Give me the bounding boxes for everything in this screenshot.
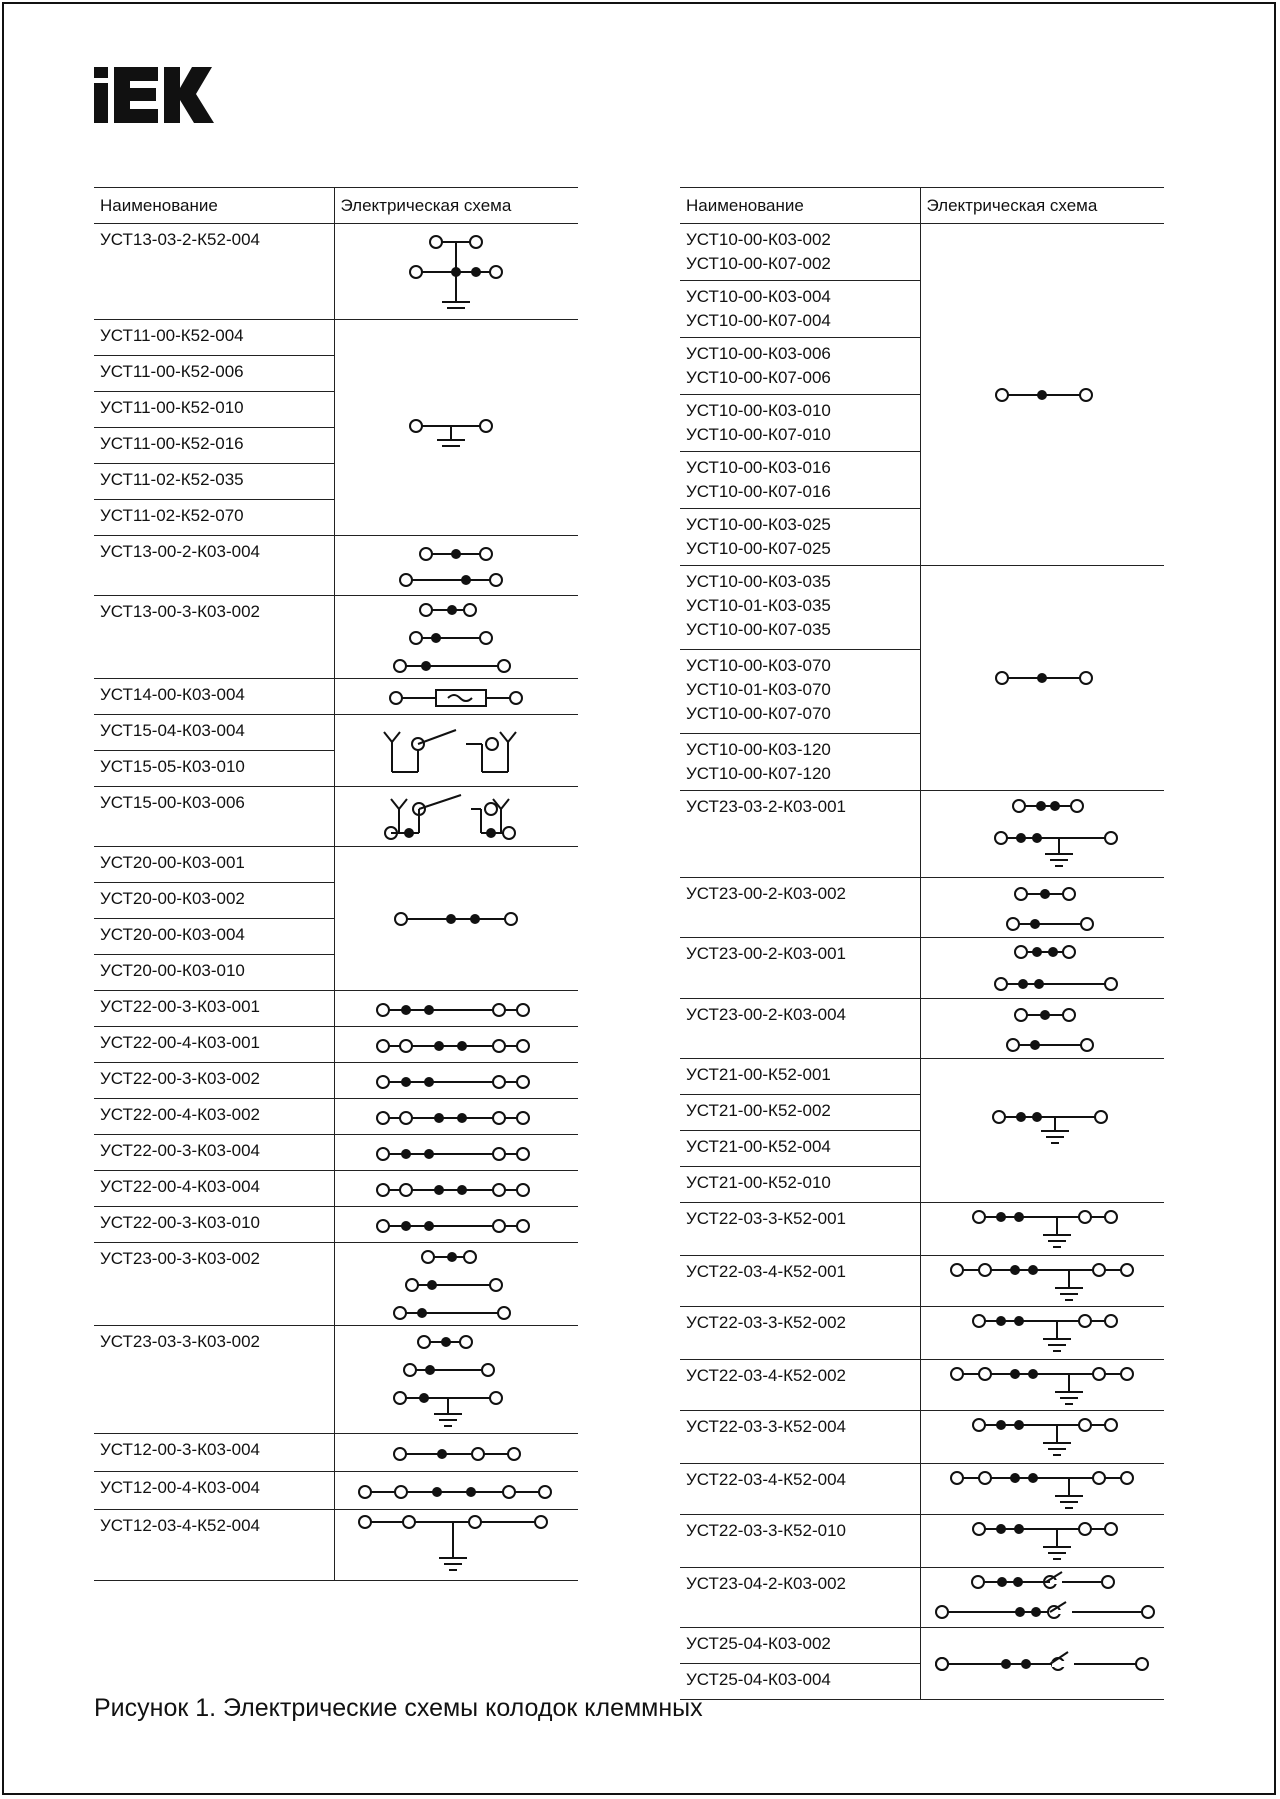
model-name: УСТ22-00-4-К03-002 xyxy=(94,1099,334,1135)
table-row xyxy=(680,566,1164,650)
model-name: УСТ21-00-К52-002 xyxy=(680,1095,920,1131)
table-row xyxy=(94,1434,578,1472)
table-row xyxy=(680,1256,1164,1307)
model-name: УСТ23-00-3-К03-002 xyxy=(94,1243,334,1326)
model-name: УСТ22-03-3-К52-001 xyxy=(680,1203,920,1256)
table-row xyxy=(94,1027,578,1063)
electrical-scheme-diagram xyxy=(927,1411,1157,1463)
electrical-scheme-diagram xyxy=(356,406,556,450)
electrical-scheme-diagram xyxy=(927,938,1157,998)
electrical-scheme-cell xyxy=(334,787,578,847)
electrical-scheme-cell xyxy=(334,1326,578,1434)
model-name: УСТ14-00-К03-004 xyxy=(94,679,334,715)
electrical-scheme-diagram xyxy=(361,1210,551,1240)
electrical-scheme-diagram xyxy=(356,1438,556,1468)
table-row xyxy=(680,1307,1164,1360)
electrical-scheme-cell xyxy=(920,1515,1164,1568)
table-row xyxy=(94,847,578,883)
electrical-scheme-cell xyxy=(334,1434,578,1472)
electrical-scheme-diagram xyxy=(927,794,1157,874)
electrical-scheme-cell xyxy=(920,224,1164,566)
electrical-scheme-cell xyxy=(334,991,578,1027)
document-page xyxy=(2,2,1276,1795)
iek-logo xyxy=(92,64,216,126)
model-name: УСТ22-03-4-К52-001 xyxy=(680,1256,920,1307)
figure-caption: Рисунок 1. Электрические схемы колодок клеммных xyxy=(94,1694,703,1722)
table-row xyxy=(680,1411,1164,1464)
electrical-scheme-diagram xyxy=(927,1103,1157,1159)
electrical-scheme-diagram xyxy=(356,1243,556,1325)
table-row xyxy=(94,1207,578,1243)
model-name: УСТ20-00-К03-001 xyxy=(94,847,334,883)
table-row xyxy=(94,1243,578,1326)
model-name: УСТ11-00-К52-004 xyxy=(94,320,334,356)
table-row xyxy=(94,224,578,320)
electrical-scheme-cell xyxy=(334,1243,578,1326)
table-row xyxy=(94,536,578,596)
electrical-scheme-cell xyxy=(334,1171,578,1207)
model-name: УСТ22-03-4-К52-004 xyxy=(680,1464,920,1515)
table-row xyxy=(680,1203,1164,1256)
model-name: УСТ15-04-К03-004 xyxy=(94,715,334,751)
table-row xyxy=(94,1063,578,1099)
header-scheme: Электрическая схема xyxy=(920,188,1164,224)
table-row xyxy=(680,791,1164,878)
model-name: УСТ21-00-К52-004 xyxy=(680,1131,920,1167)
model-name: УСТ10-00-К03-035 УСТ10-01-К03-035 УСТ10-00-К07-035 xyxy=(680,566,920,650)
table-row xyxy=(680,938,1164,999)
model-name: УСТ22-03-3-К52-004 xyxy=(680,1411,920,1464)
electrical-scheme-cell xyxy=(334,715,578,787)
table-row xyxy=(94,1326,578,1434)
table-row xyxy=(94,991,578,1027)
electrical-scheme-cell xyxy=(334,1135,578,1171)
electrical-scheme-cell xyxy=(920,1203,1164,1256)
model-name: УСТ25-04-К03-002 xyxy=(680,1628,920,1664)
model-name: УСТ25-04-К03-004 xyxy=(680,1664,920,1700)
right-scheme-table xyxy=(680,187,1164,1700)
model-name: УСТ11-02-К52-035 xyxy=(94,464,334,500)
electrical-scheme-cell xyxy=(920,791,1164,878)
table-row xyxy=(94,1472,578,1510)
electrical-scheme-cell xyxy=(920,1568,1164,1628)
iek-logo-mark xyxy=(92,64,216,126)
electrical-scheme-cell xyxy=(334,1099,578,1135)
electrical-scheme-cell xyxy=(334,224,578,320)
left-scheme-table xyxy=(94,187,578,1581)
table-row xyxy=(680,1568,1164,1628)
model-name: УСТ23-00-2-К03-001 xyxy=(680,938,920,999)
electrical-scheme-diagram xyxy=(932,375,1152,415)
model-name: УСТ10-00-К03-002 УСТ10-00-К07-002 xyxy=(680,224,920,281)
electrical-scheme-diagram xyxy=(922,1644,1162,1684)
model-name: УСТ12-00-3-К03-004 xyxy=(94,1434,334,1472)
electrical-scheme-diagram xyxy=(927,1256,1157,1306)
model-name: УСТ15-05-К03-010 xyxy=(94,751,334,787)
electrical-scheme-cell xyxy=(920,1307,1164,1360)
electrical-scheme-diagram xyxy=(927,1203,1157,1255)
electrical-scheme-diagram xyxy=(361,1102,551,1132)
electrical-scheme-cell xyxy=(920,1360,1164,1411)
table-row xyxy=(94,1171,578,1207)
electrical-scheme-cell xyxy=(920,1059,1164,1203)
table-row xyxy=(680,1515,1164,1568)
table-row xyxy=(94,715,578,751)
electrical-scheme-diagram xyxy=(361,1138,551,1168)
model-name: УСТ10-00-К03-070 УСТ10-01-К03-070 УСТ10-00-К07-070 xyxy=(680,650,920,734)
electrical-scheme-cell xyxy=(334,536,578,596)
table-row xyxy=(680,1059,1164,1095)
table-row xyxy=(94,1510,578,1581)
electrical-scheme-diagram xyxy=(366,540,546,592)
electrical-scheme-diagram xyxy=(361,789,551,845)
table-row xyxy=(94,787,578,847)
model-name: УСТ20-00-К03-004 xyxy=(94,919,334,955)
model-name: УСТ23-00-2-К03-004 xyxy=(680,999,920,1059)
model-name: УСТ10-00-К03-016 УСТ10-00-К07-016 xyxy=(680,452,920,509)
electrical-scheme-diagram xyxy=(927,1001,1157,1057)
electrical-scheme-diagram xyxy=(361,1174,551,1204)
electrical-scheme-cell xyxy=(920,566,1164,791)
electrical-scheme-diagram xyxy=(361,1066,551,1096)
table-row xyxy=(680,999,1164,1059)
electrical-scheme-diagram xyxy=(927,1307,1157,1359)
model-name: УСТ22-03-3-К52-002 xyxy=(680,1307,920,1360)
table-row xyxy=(94,679,578,715)
electrical-scheme-diagram xyxy=(351,1476,561,1506)
model-name: УСТ21-00-К52-001 xyxy=(680,1059,920,1095)
model-name: УСТ23-03-3-К03-002 xyxy=(94,1326,334,1434)
header-name: Наименование xyxy=(680,188,920,224)
electrical-scheme-cell xyxy=(334,596,578,679)
electrical-scheme-cell xyxy=(334,1207,578,1243)
electrical-scheme-diagram xyxy=(356,680,556,714)
electrical-scheme-cell xyxy=(334,1027,578,1063)
model-name: УСТ10-00-К03-010 УСТ10-00-К07-010 xyxy=(680,395,920,452)
electrical-scheme-cell xyxy=(334,320,578,536)
electrical-scheme-diagram xyxy=(356,1330,556,1430)
electrical-scheme-diagram xyxy=(927,1515,1157,1567)
model-name: УСТ22-00-3-К03-010 xyxy=(94,1207,334,1243)
electrical-scheme-cell xyxy=(334,679,578,715)
table-row xyxy=(94,596,578,679)
electrical-scheme-cell xyxy=(920,938,1164,999)
model-name: УСТ20-00-К03-010 xyxy=(94,955,334,991)
model-name: УСТ22-00-3-К03-001 xyxy=(94,991,334,1027)
model-name: УСТ10-00-К03-004 УСТ10-00-К07-004 xyxy=(680,281,920,338)
electrical-scheme-cell xyxy=(920,1411,1164,1464)
table-row xyxy=(680,1360,1164,1411)
table-row xyxy=(680,224,1164,281)
model-name: УСТ10-00-К03-025 УСТ10-00-К07-025 xyxy=(680,509,920,566)
electrical-scheme-cell xyxy=(920,1256,1164,1307)
electrical-scheme-cell xyxy=(334,1472,578,1510)
electrical-scheme-cell xyxy=(334,847,578,991)
electrical-scheme-diagram xyxy=(336,232,576,312)
model-name: УСТ11-00-К52-010 xyxy=(94,392,334,428)
electrical-scheme-diagram xyxy=(361,1030,551,1060)
electrical-scheme-diagram xyxy=(927,1360,1157,1410)
model-name: УСТ22-00-3-К03-002 xyxy=(94,1063,334,1099)
table-row xyxy=(680,878,1164,938)
model-name: УСТ22-03-3-К52-010 xyxy=(680,1515,920,1568)
electrical-scheme-cell xyxy=(920,878,1164,938)
electrical-scheme-diagram xyxy=(356,596,556,678)
model-name: УСТ22-03-4-К52-002 xyxy=(680,1360,920,1411)
header-name: Наименование xyxy=(94,188,334,224)
model-name: УСТ13-00-2-К03-004 xyxy=(94,536,334,596)
model-name: УСТ20-00-К03-002 xyxy=(94,883,334,919)
header-scheme: Электрическая схема xyxy=(334,188,578,224)
electrical-scheme-diagram xyxy=(361,899,551,939)
table-row xyxy=(94,320,578,356)
model-name: УСТ13-00-3-К03-002 xyxy=(94,596,334,679)
model-name: УСТ10-00-К03-006 УСТ10-00-К07-006 xyxy=(680,338,920,395)
electrical-scheme-diagram xyxy=(361,994,551,1024)
model-name: УСТ22-00-3-К03-004 xyxy=(94,1135,334,1171)
table-row xyxy=(94,1135,578,1171)
model-name: УСТ12-03-4-К52-004 xyxy=(94,1510,334,1581)
electrical-scheme-cell xyxy=(334,1510,578,1581)
electrical-scheme-cell xyxy=(920,1464,1164,1515)
electrical-scheme-diagram xyxy=(927,1464,1157,1514)
table-row xyxy=(680,1464,1164,1515)
model-name: УСТ10-00-К03-120 УСТ10-00-К07-120 xyxy=(680,734,920,791)
electrical-scheme-diagram xyxy=(932,658,1152,698)
model-name: УСТ15-00-К03-006 xyxy=(94,787,334,847)
model-name: УСТ23-03-2-К03-001 xyxy=(680,791,920,878)
model-name: УСТ11-02-К52-070 xyxy=(94,500,334,536)
table-row xyxy=(94,1099,578,1135)
electrical-scheme-diagram xyxy=(351,1510,561,1580)
electrical-scheme-cell xyxy=(920,999,1164,1059)
model-name: УСТ13-03-2-К52-004 xyxy=(94,224,334,320)
electrical-scheme-cell xyxy=(920,1628,1164,1700)
electrical-scheme-diagram xyxy=(927,880,1157,936)
model-name: УСТ11-00-К52-006 xyxy=(94,356,334,392)
model-name: УСТ22-00-4-К03-004 xyxy=(94,1171,334,1207)
model-name: УСТ23-00-2-К03-002 xyxy=(680,878,920,938)
model-name: УСТ23-04-2-К03-002 xyxy=(680,1568,920,1628)
model-name: УСТ12-00-4-К03-004 xyxy=(94,1472,334,1510)
model-name: УСТ22-00-4-К03-001 xyxy=(94,1027,334,1063)
table-row xyxy=(680,1628,1164,1664)
electrical-scheme-diagram xyxy=(356,720,556,782)
model-name: УСТ21-00-К52-010 xyxy=(680,1167,920,1203)
electrical-scheme-cell xyxy=(334,1063,578,1099)
model-name: УСТ11-00-К52-016 xyxy=(94,428,334,464)
electrical-scheme-diagram xyxy=(922,1570,1162,1626)
